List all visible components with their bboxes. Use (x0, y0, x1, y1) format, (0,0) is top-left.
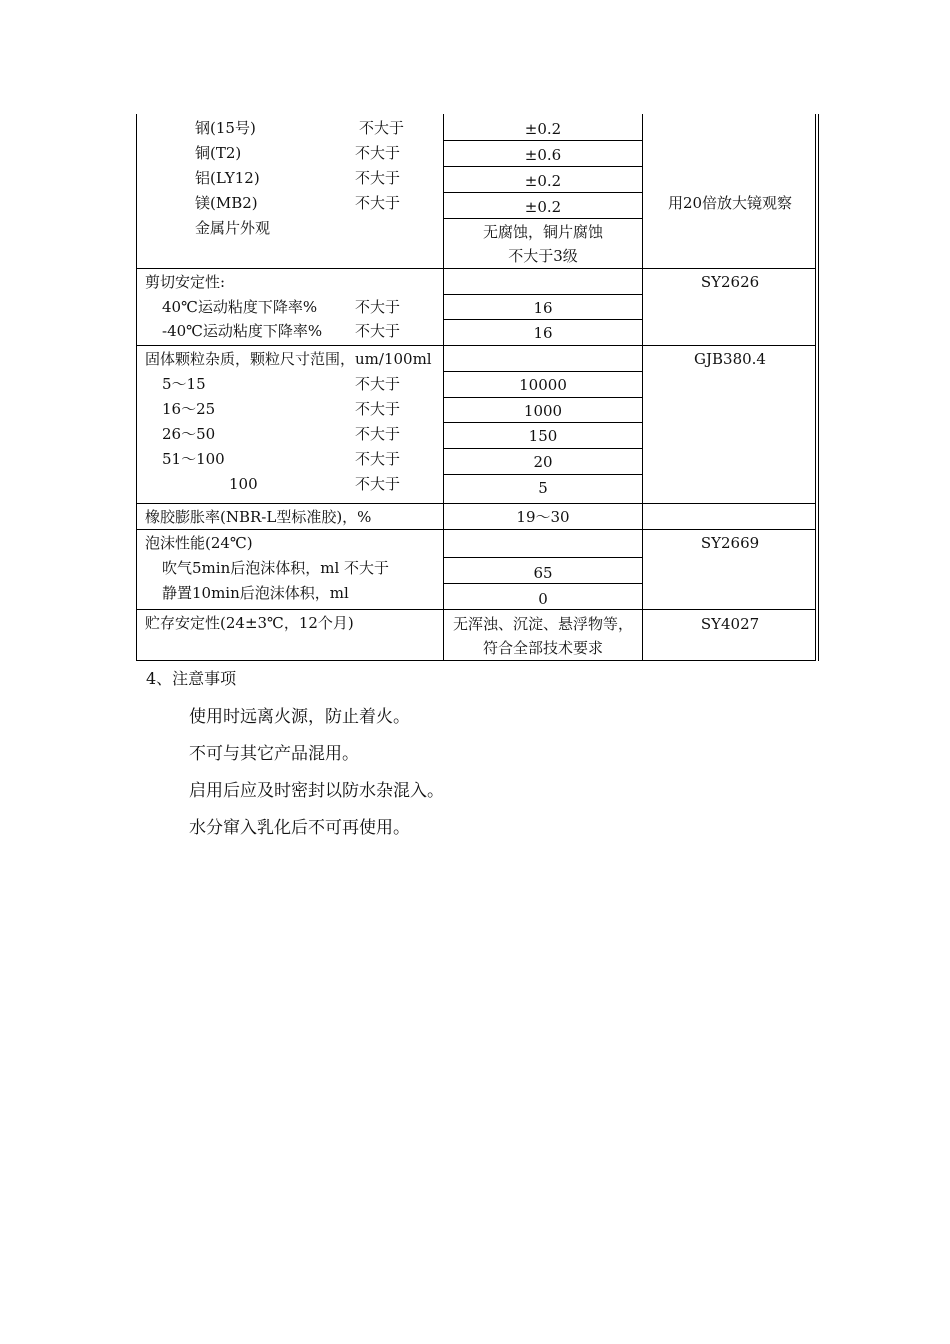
storage-value-line1: 无浑浊、沉淀、悬浮物等， (452, 615, 633, 633)
storage-value-line2: 符合全部技术要求 (482, 639, 603, 657)
appearance-value-line1: 无腐蚀，铜片腐蚀 (482, 223, 603, 241)
metal-name: 铜(T2) (195, 144, 242, 162)
particle-value: 10000 (519, 376, 567, 394)
foam-row2: 静置10min后泡沫体积，ml (162, 584, 349, 602)
row-line (443, 166, 643, 167)
section-line (136, 529, 816, 530)
particle-cond: 不大于 (355, 475, 401, 493)
row-line (443, 192, 643, 193)
shear-method: SY2626 (700, 273, 760, 291)
particle-range: 100 (229, 475, 258, 493)
note-item: 使用时远离火源，防止着火。 (189, 707, 410, 727)
table-right-border (818, 114, 819, 661)
metal-cond: 不大于 (355, 144, 401, 162)
section-line (136, 503, 816, 504)
section-line (136, 268, 816, 269)
note-item: 水分窜入乳化后不可再使用。 (189, 818, 410, 838)
shear-value: 16 (533, 299, 553, 317)
metal-value: ±0.6 (524, 146, 562, 164)
particle-value: 150 (528, 427, 558, 445)
metal-method: 用20倍放大镜观察 (667, 194, 793, 212)
particle-cond: 不大于 (355, 425, 401, 443)
shear-title: 剪切安定性: (145, 273, 226, 291)
particle-cond: 不大于 (355, 450, 401, 468)
particle-value: 1000 (523, 402, 563, 420)
particle-range: 51～100 (162, 450, 225, 468)
foam-row1: 吹气5min后泡沫体积，ml 不大于 (162, 559, 390, 577)
row-line (443, 294, 643, 295)
row-line (443, 474, 643, 475)
appearance-label: 金属片外观 (195, 219, 271, 237)
particle-cond: 不大于 (355, 375, 401, 393)
section-line (136, 345, 816, 346)
foam-method: SY2669 (700, 534, 760, 552)
shear-cond: 不大于 (355, 322, 401, 340)
row-line (443, 319, 643, 320)
foam-row1-value: 65 (533, 564, 553, 582)
foam-row2-value: 0 (538, 590, 548, 608)
metal-value: ±0.2 (524, 120, 562, 138)
appearance-value-line2: 不大于3级 (508, 247, 578, 265)
row-line (443, 140, 643, 141)
particle-range: 5～15 (162, 375, 206, 393)
note-item: 不可与其它产品混用。 (189, 744, 359, 764)
shear-name: -40℃运动粘度下降率% (162, 322, 323, 340)
metal-cond: 不大于 (355, 194, 401, 212)
particle-range: 16～25 (162, 400, 216, 418)
row-line (443, 422, 643, 423)
metal-value: ±0.2 (524, 198, 562, 216)
particle-value: 20 (533, 453, 553, 471)
shear-value: 16 (533, 324, 553, 342)
metal-name: 铝(LY12) (195, 169, 260, 187)
row-line (443, 218, 643, 219)
particle-range: 26～50 (162, 425, 216, 443)
metal-name: 钢(15号) (195, 119, 256, 137)
particle-cond: 不大于 (355, 400, 401, 418)
particles-method: GJB380.4 (694, 350, 766, 368)
row-line (443, 557, 643, 558)
storage-title: 贮存安定性(24±3℃，12个月) (145, 614, 354, 632)
rubber-title: 橡胶膨胀率(NBR-L型标准胶)，% (145, 508, 372, 526)
storage-method: SY4027 (700, 615, 760, 633)
metal-cond: 不大于 (355, 169, 401, 187)
metal-name: 镁(MB2) (195, 194, 258, 212)
rubber-value: 19～30 (516, 508, 570, 526)
row-line (443, 371, 643, 372)
section-line (136, 609, 816, 610)
row-line (443, 397, 643, 398)
metal-cond: 不大于 (359, 119, 405, 137)
shear-cond: 不大于 (355, 298, 401, 316)
metal-value: ±0.2 (524, 172, 562, 190)
row-line (443, 583, 643, 584)
foam-title: 泡沫性能(24℃) (145, 534, 253, 552)
particles-title: 固体颗粒杂质，颗粒尺寸范围，um/100ml (145, 350, 432, 368)
row-line (443, 448, 643, 449)
notes-heading: 4、注意事项 (146, 669, 237, 688)
note-item: 启用后应及时密封以防水杂混入。 (189, 781, 444, 801)
shear-name: 40℃运动粘度下降率% (162, 298, 318, 316)
particle-value: 5 (538, 479, 548, 497)
